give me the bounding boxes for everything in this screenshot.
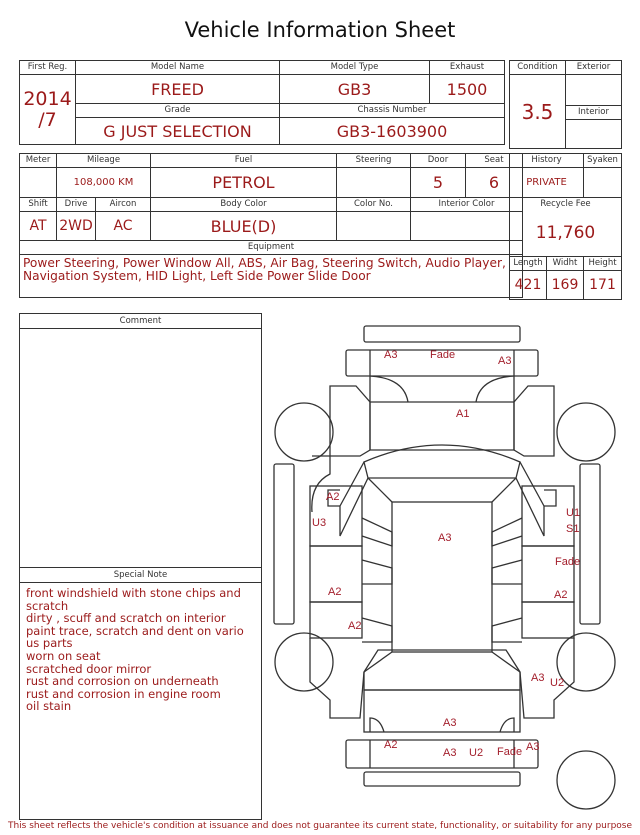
damage-mark: A2 — [328, 586, 342, 598]
condition-table — [509, 60, 622, 149]
a-pillar-left — [340, 462, 368, 536]
condition-value: 3.5 — [510, 75, 566, 149]
seat-label: Seat — [466, 154, 523, 168]
spare-wheel — [557, 751, 615, 809]
interior-color-value — [411, 212, 523, 241]
damage-mark: A3 — [438, 532, 452, 544]
drive-label: Drive — [57, 198, 96, 212]
model-name-label: Model Name — [76, 61, 280, 75]
damage-mark: Fade — [430, 349, 456, 361]
page-title: Vehicle Information Sheet — [184, 18, 456, 42]
damage-mark: A2 — [348, 620, 362, 632]
steering-value — [337, 168, 411, 198]
drive-value: 2WD — [57, 212, 96, 241]
damage-mark: S1 — [566, 523, 580, 535]
syaken-value — [584, 168, 622, 198]
shift-value: AT — [20, 212, 57, 241]
comment-area — [20, 329, 261, 567]
grade-label: Grade — [76, 104, 280, 118]
damage-marks — [312, 349, 580, 759]
history-value: PRIVATE — [510, 168, 584, 198]
shift-label: Shift — [20, 198, 57, 212]
first-reg-value: 2014 /7 — [20, 75, 76, 145]
damage-mark: A2 — [384, 739, 398, 751]
rear-bumper-bottom — [364, 772, 520, 786]
length-label: Length — [510, 256, 547, 270]
damage-mark: U3 — [312, 517, 327, 529]
seat-value: 6 — [466, 168, 523, 198]
body-color-value: BLUE(D) — [151, 212, 337, 241]
damage-mark: A2 — [326, 491, 340, 503]
width-label: Widht — [547, 256, 584, 270]
front-left-fender — [330, 386, 370, 456]
model-name-value: FREED — [76, 75, 280, 104]
left-window-rear — [362, 560, 392, 584]
model-type-value: GB3 — [280, 75, 430, 104]
special-note-item: worn on seat — [26, 648, 101, 663]
special-notes-list — [20, 587, 261, 713]
vehicle-info-table — [19, 60, 505, 145]
headlight-right — [476, 376, 514, 402]
damage-mark: U1 — [566, 507, 581, 519]
right-rear-panel — [522, 602, 574, 638]
special-note-label: Special Note — [20, 567, 261, 583]
specs-table — [19, 153, 523, 298]
recycle-fee-label: Recycle Fee — [510, 198, 622, 212]
recycle-fee-value: 11,760 — [510, 211, 622, 256]
hood — [370, 376, 514, 450]
width-value: 169 — [547, 270, 584, 299]
condition-label: Condition — [510, 61, 566, 75]
right-quarter-window — [492, 618, 522, 642]
special-note-item: rust and corrosion in engine room — [26, 686, 221, 701]
front-right-fender — [514, 386, 554, 456]
headlight-left — [370, 376, 408, 402]
exterior-value — [566, 75, 622, 106]
damage-mark: A3 — [531, 672, 545, 684]
history-table — [509, 153, 622, 300]
damage-mark: A3 — [443, 747, 457, 759]
exterior-label: Exterior — [566, 61, 622, 75]
special-note-item: scratched door mirror — [26, 661, 152, 676]
rear-left-fender — [310, 638, 364, 718]
rear-left-wheel — [275, 633, 333, 691]
damage-mark: A3 — [443, 717, 457, 729]
grade-value: G JUST SELECTION — [76, 118, 280, 145]
special-note-item: oil stain — [26, 699, 72, 714]
exhaust-label: Exhaust — [430, 61, 505, 75]
damage-mark: A1 — [456, 408, 470, 420]
comment-panel — [19, 313, 262, 820]
damage-mark: A3 — [526, 741, 540, 753]
interior-label: Interior — [566, 106, 622, 120]
mirror-right — [544, 490, 556, 506]
height-value: 171 — [584, 270, 622, 299]
right-window-front — [492, 518, 522, 546]
mileage-label: Mileage — [57, 154, 151, 168]
tailgate — [364, 690, 520, 732]
height-label: Height — [584, 256, 622, 270]
vehicle-damage-diagram — [268, 322, 620, 818]
special-note-item: paint trace, scratch and dent on vario — [26, 623, 244, 638]
model-type-label: Model Type — [280, 61, 430, 75]
comment-label: Comment — [20, 314, 261, 329]
chassis-label: Chassis Number — [280, 104, 505, 118]
left-side-strip — [274, 464, 294, 624]
damage-mark: U2 — [550, 677, 565, 689]
aircon-label: Aircon — [96, 198, 151, 212]
right-side-strip — [580, 464, 600, 624]
exhaust-value: 1500 — [430, 75, 505, 104]
roof-lines — [364, 478, 520, 672]
equipment-value: Power Steering, Power Window All, ABS, Air Bag, Steering Switch, Audio Player, Navigation System, HID Light, Left Side Power Slide Door — [20, 255, 523, 298]
meter-label: Meter — [20, 154, 57, 168]
roof — [392, 502, 492, 652]
length-value: 421 — [510, 270, 547, 299]
front-bumper-top — [364, 326, 520, 342]
interior-value — [566, 120, 622, 149]
first-reg-label: First Reg. — [20, 61, 76, 75]
front-right-wheel — [557, 403, 615, 461]
disclaimer-footer: This sheet reflects the vehicle's condition at issuance and does not guarantee its current state, functionality, or suitability for any purpose — [7, 821, 633, 831]
special-note-item: us parts — [26, 636, 73, 651]
aircon-value: AC — [96, 212, 151, 241]
right-window-rear — [492, 560, 522, 584]
meter-value — [20, 168, 57, 198]
damage-mark: A2 — [554, 589, 568, 601]
special-note-item: dirty , scuff and scratch on interior — [26, 611, 226, 626]
chassis-value: GB3-1603900 — [280, 118, 505, 145]
door-label: Door — [411, 154, 466, 168]
tail-lights — [370, 718, 514, 732]
equipment-label: Equipment — [20, 241, 523, 255]
a-pillar-right — [516, 462, 544, 536]
fuel-value: PETROL — [151, 168, 337, 198]
damage-mark: A3 — [498, 355, 512, 367]
special-note-item: front windshield with stone chips and — [26, 586, 241, 600]
body-color-label: Body Color — [151, 198, 337, 212]
door-value: 5 — [411, 168, 466, 198]
damage-mark: A3 — [384, 349, 398, 361]
syaken-label: Syaken — [584, 154, 622, 168]
special-note-item: rust and corrosion on underneath — [26, 674, 219, 689]
left-window-front — [362, 518, 392, 546]
history-label: History — [510, 154, 584, 168]
rear-right-fender — [520, 638, 574, 718]
left-front-panel — [312, 456, 330, 512]
color-no-label: Color No. — [337, 198, 411, 212]
damage-mark: Fade — [555, 556, 581, 568]
color-no-value — [337, 212, 411, 241]
front-left-wheel — [275, 403, 333, 461]
mileage-value: 108,000 KM — [57, 168, 151, 198]
damage-mark: U2 — [469, 747, 484, 759]
fuel-label: Fuel — [151, 154, 337, 168]
special-note-item: scratch — [26, 598, 69, 613]
rear-right-wheel — [557, 633, 615, 691]
left-quarter-window — [362, 618, 392, 642]
steering-label: Steering — [337, 154, 411, 168]
damage-mark: Fade — [497, 746, 523, 758]
interior-color-label: Interior Color — [411, 198, 523, 212]
